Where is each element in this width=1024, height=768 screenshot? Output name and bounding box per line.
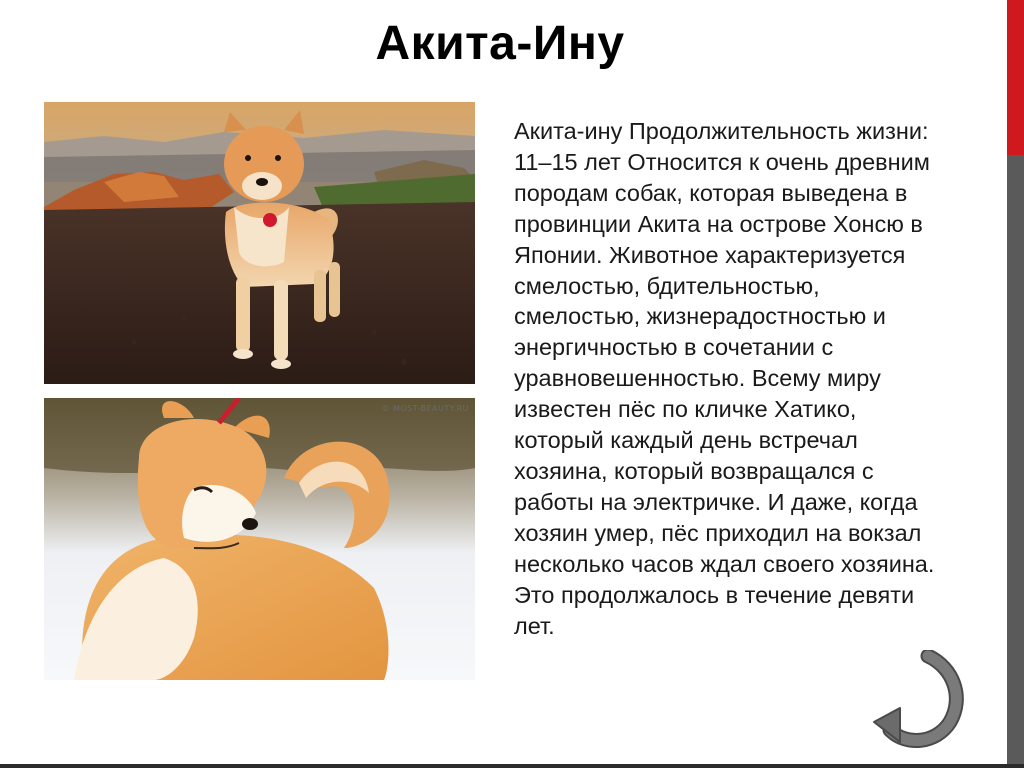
body-text-line: уравновешенностью. Всему миру [514,365,881,392]
body-text-line: работы на электричке. И даже, когда [514,488,918,515]
body-text-line: Это продолжалось в течение девяти [514,581,915,608]
side-accent-bar [1007,0,1024,155]
return-arrow-icon [866,650,966,750]
body-text-line: лет. [514,612,555,639]
body-text-line: породам собак, которая выведена в [514,179,908,206]
body-text-line: смелостью, бдительностью, [514,272,820,299]
photo-watermark: © MOST-BEAUTY.RU [381,404,469,413]
akita-standing-photo [44,102,475,384]
body-text-line: 11–15 лет Относится к очень древним [514,148,930,175]
return-button[interactable] [866,650,966,750]
slide-body-text [514,116,984,641]
body-text-line: смелостью, жизнерадостностью и [514,303,886,330]
body-text-line: Японии. Животное характеризуется [514,241,906,268]
slide-title: Акита-Ину [375,17,625,70]
body-text-line: энергичностью в сочетании с [514,334,834,361]
body-text-line: хозяин умер, пёс приходил на вокзал [514,519,922,546]
body-text-line: несколько часов ждал своего хозяина. [514,550,935,577]
body-text-line: который каждый день встречал [514,427,858,454]
body-text-line: Акита-ину Продолжительность жизни: [514,118,929,144]
body-text-line: провинции Акита на острове Хонсю в [514,210,923,237]
body-text-line: хозяина, который возвращался с [514,457,874,484]
bottom-divider [0,764,1024,768]
body-text-line: известен пёс по кличке Хатико, [514,396,857,423]
akita-closeup-photo [44,398,475,680]
